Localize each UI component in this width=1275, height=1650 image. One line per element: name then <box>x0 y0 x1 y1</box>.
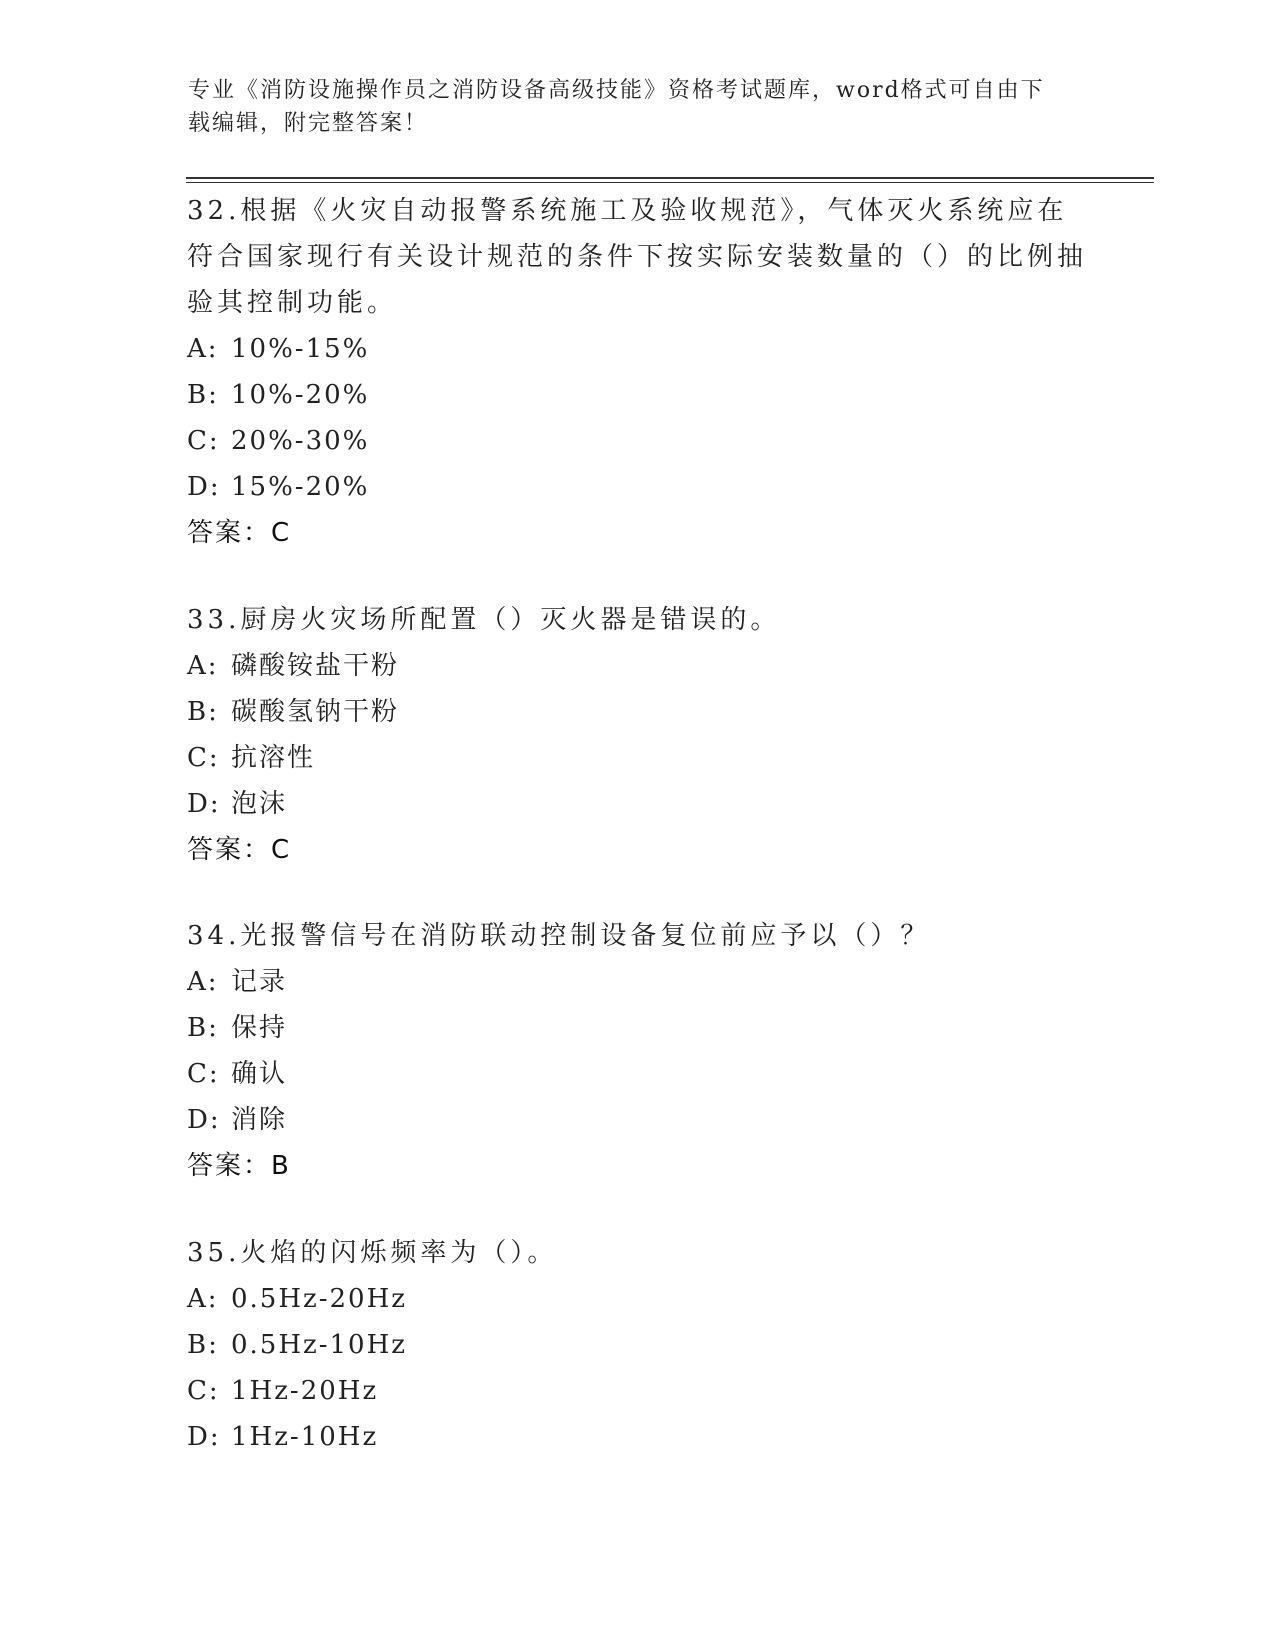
option-key: A: <box>187 967 219 997</box>
answer: 答案：B <box>187 1151 291 1181</box>
option-b <box>187 689 1087 735</box>
option-text: 泡沫 <box>231 789 288 819</box>
question-stem: 35.火焰的闪烁频率为（）。 <box>187 1238 558 1268</box>
option-b <box>187 372 1087 418</box>
option-text: 1Hz-20Hz <box>231 1376 379 1406</box>
option-key: C: <box>187 1376 220 1406</box>
option-text: 0.5Hz-20Hz <box>231 1284 407 1314</box>
question-stem: 34.光报警信号在消防联动控制设备复位前应予以（）？ <box>187 921 931 951</box>
option-key: D: <box>187 1105 221 1135</box>
option-key: D: <box>187 789 221 819</box>
option-c <box>187 418 1087 464</box>
option-text: 10%-15% <box>231 334 370 364</box>
question-32 <box>187 188 1087 556</box>
option-c <box>187 1368 1087 1414</box>
option-key: A: <box>187 334 219 364</box>
option-a <box>187 959 1087 1005</box>
answer: 答案：C <box>187 835 292 865</box>
option-key: A: <box>187 1284 219 1314</box>
header-divider-thin <box>186 182 1154 183</box>
question-34 <box>187 913 1087 1189</box>
answer: 答案：C <box>187 518 292 548</box>
option-key: C: <box>187 426 220 456</box>
option-text: 10%-20% <box>231 380 370 410</box>
header-line-1: 专业《消防设施操作员之消防设备高级技能》资格考试题库，word格式可自由下 <box>188 78 1045 103</box>
option-key: B: <box>187 1330 219 1360</box>
option-text: 0.5Hz-10Hz <box>231 1330 407 1360</box>
option-b <box>187 1322 1087 1368</box>
option-c <box>187 735 1087 781</box>
option-text: 20%-30% <box>231 426 370 456</box>
option-a <box>187 326 1087 372</box>
question-stem: 33.厨房火灾场所配置（）灭火器是错误的。 <box>187 605 781 635</box>
option-b <box>187 1005 1087 1051</box>
header-divider-thick <box>186 177 1154 179</box>
option-text: 消除 <box>231 1105 288 1135</box>
header-line-2: 载编辑，附完整答案！ <box>188 111 429 136</box>
option-key: B: <box>187 1013 219 1043</box>
option-key: D: <box>187 472 221 502</box>
option-key: A: <box>187 651 219 681</box>
option-text: 碳酸氢钠干粉 <box>231 697 400 727</box>
option-d <box>187 781 1087 827</box>
option-text: 保持 <box>231 1013 288 1043</box>
option-key: B: <box>187 380 219 410</box>
question-stem: 32.根据《火灾自动报警系统施工及验收规范》，气体灭火系统应在符合国家现行有关设计规范的条件下按实际安装数量的（）的比例抽验其控制功能。 <box>187 196 1088 318</box>
option-text: 抗溶性 <box>231 743 316 773</box>
document-header <box>188 74 1068 140</box>
option-text: 确认 <box>231 1059 288 1089</box>
option-c <box>187 1051 1087 1097</box>
option-key: C: <box>187 743 220 773</box>
option-d <box>187 1414 1087 1460</box>
option-text: 1Hz-10Hz <box>231 1422 379 1452</box>
option-key: C: <box>187 1059 220 1089</box>
option-text: 磷酸铵盐干粉 <box>231 651 400 681</box>
question-33 <box>187 597 1087 873</box>
option-text: 15%-20% <box>231 472 370 502</box>
question-35 <box>187 1230 1087 1460</box>
option-key: B: <box>187 697 219 727</box>
option-d <box>187 464 1087 510</box>
option-text: 记录 <box>231 967 288 997</box>
option-a <box>187 643 1087 689</box>
option-d <box>187 1097 1087 1143</box>
option-a <box>187 1276 1087 1322</box>
option-key: D: <box>187 1422 221 1452</box>
